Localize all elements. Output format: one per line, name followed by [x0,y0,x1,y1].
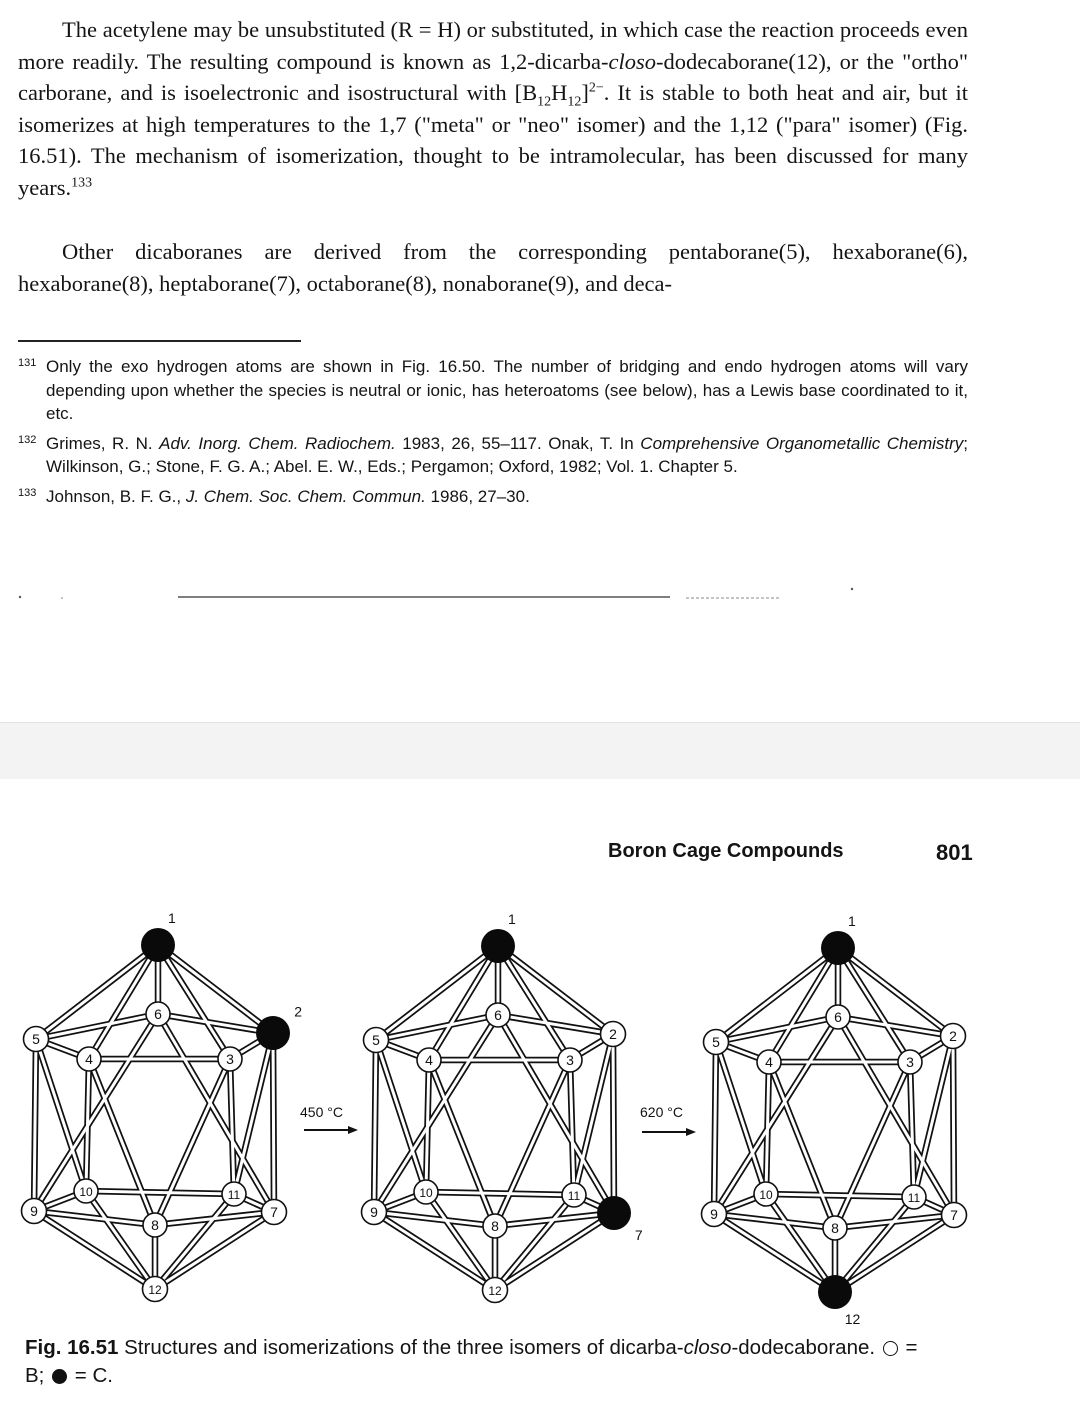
page-gap [0,722,1080,780]
scan-artifact-lines [0,585,1080,605]
boron-label: 12 [488,1284,502,1298]
carbon-label: 1 [508,911,516,927]
bond-core [838,948,910,1062]
para-carborane-icosahedron [702,913,967,1327]
footnote-133: 133 Johnson, B. F. G., J. Chem. Soc. Chem. Commun. 1986, 27–30. [18,486,530,506]
bond-core [155,1194,234,1289]
bond-core [158,945,230,1059]
bond-core [429,1060,495,1226]
boron-label: 7 [950,1207,958,1223]
boron-label: 9 [370,1204,378,1220]
carbon-atom [821,931,855,965]
bond-core [89,945,158,1059]
arrow-620-icon [642,1128,696,1136]
footnote-132: 132 Grimes, R. N. Adv. Inorg. Chem. Radiochem. 1983, 26, 55–117. Onak, T. In Comprehensive Organometallic Chemistry; Wilkinson, G.; Stone, F. G. A.; Abel. E. W., Eds.; Pergamon; Oxford, 1982; Vol. 1. Chapter 5. [18,433,968,476]
carbon-label: 1 [848,913,856,929]
paragraph-dicaboranes: Other dicaboranes are derived from the corresponding pentaborane(5), hexaborane(6), hexaborane(8), heptaborane(7), octaborane(8), nonaborane(9), and deca- [18,239,968,296]
bond-core [495,1195,574,1290]
boron-label: 4 [85,1051,93,1067]
arrow-450-icon [304,1126,358,1134]
carbon-label: 12 [844,1310,861,1327]
footnote-131: 131 Only the exo hydrogen atoms are shown in Fig. 16.50. The number of bridging and endo hydrogen atoms will vary depending upon whether the species is neutral or ionic, has heteroatoms (see below), has a Lewis base coordinated to it, etc. [18,357,968,423]
boron-label: 6 [834,1009,842,1025]
boron-label: 11 [567,1189,581,1203]
boron-label: 10 [419,1186,433,1200]
page-number: 801 [936,840,973,865]
arrow1-label: 450 °C [300,1104,343,1120]
boron-label: 3 [226,1051,234,1067]
bond-core [498,946,570,1060]
boron-label: 3 [566,1052,574,1068]
running-head: Boron Cage Compounds [608,840,844,862]
boron-label: 4 [425,1052,433,1068]
boron-label: 6 [494,1007,502,1023]
bond-core [273,1033,274,1212]
boron-label: 5 [32,1031,40,1047]
bond-core [374,1040,376,1212]
bond-core [835,1062,910,1228]
footnotes [18,355,968,514]
filled-circle-icon [52,1369,67,1384]
open-circle-icon [883,1341,898,1356]
boron-label: 5 [712,1034,720,1050]
boron-label: 10 [759,1188,773,1202]
bond-core [495,1060,570,1226]
boron-label: 11 [227,1188,241,1202]
figure-caption: Fig. 16.51 Structures and isomerizations of the three isomers of dicarba-closo-dodecaborane. = B; = C. [25,1336,918,1387]
carbon-atom [818,1275,852,1309]
boron-label: 9 [710,1206,718,1222]
boron-label: 8 [151,1217,159,1233]
boron-label: 9 [30,1203,38,1219]
boron-label: 8 [831,1220,839,1236]
boron-label: 8 [491,1218,499,1234]
bond-core [155,1059,230,1225]
footnote-divider [18,340,301,342]
carbon-atom [256,1016,290,1050]
carbon-atom [597,1196,631,1230]
boron-label: 10 [79,1185,93,1199]
bond-core [429,946,498,1060]
isomer-figure [0,910,1080,1330]
bond-core [714,1042,716,1214]
boron-label: 12 [148,1283,162,1297]
bond-core [769,948,838,1062]
bond-core [953,1036,954,1215]
boron-label: 4 [765,1054,773,1070]
carbon-atom [141,928,175,962]
ortho-carborane-icosahedron [22,910,303,1302]
carbon-atom [481,929,515,963]
carbon-label: 7 [634,1226,643,1243]
bond-core [835,1197,914,1292]
bond-core [89,1059,155,1225]
arrow2-label: 620 °C [640,1104,683,1120]
bond-core [613,1034,614,1213]
boron-label: 2 [609,1026,617,1042]
bond-core [34,1039,36,1211]
boron-label: 11 [907,1191,921,1205]
boron-label: 3 [906,1054,914,1070]
boron-label: 7 [270,1204,278,1220]
boron-label: 5 [372,1032,380,1048]
carbon-label: 2 [294,1003,303,1020]
footnote-ref-133: 133 [71,175,93,191]
boron-label: 6 [154,1006,162,1022]
boron-label: 2 [949,1028,957,1044]
bond-core [769,1062,835,1228]
caption-label: Fig. 16.51 [25,1336,119,1359]
carbon-label: 1 [168,910,176,926]
paragraph-carborane: The acetylene may be unsubstituted (R = H) or substituted, in which case the reaction proceeds even more readily. The resulting compound is known as 1,2-dicarba-closo-dodecaborane(12), or the "ortho" carborane, and is isoelectronic and isostructural with $[B_{12}H_{12}]^{2-}$. It is stable to both heat and air, but it isomerizes at high temperatures to the 1,7 ("meta" or "neo" isomer) and the 1,12 ("para" isomer) (Fig. 16.51). The mechanism of isomerization, thought to be intramolecular, has been discussed for many years.$^{133}$ [18,17,969,200]
meta-carborane-icosahedron [362,911,643,1303]
